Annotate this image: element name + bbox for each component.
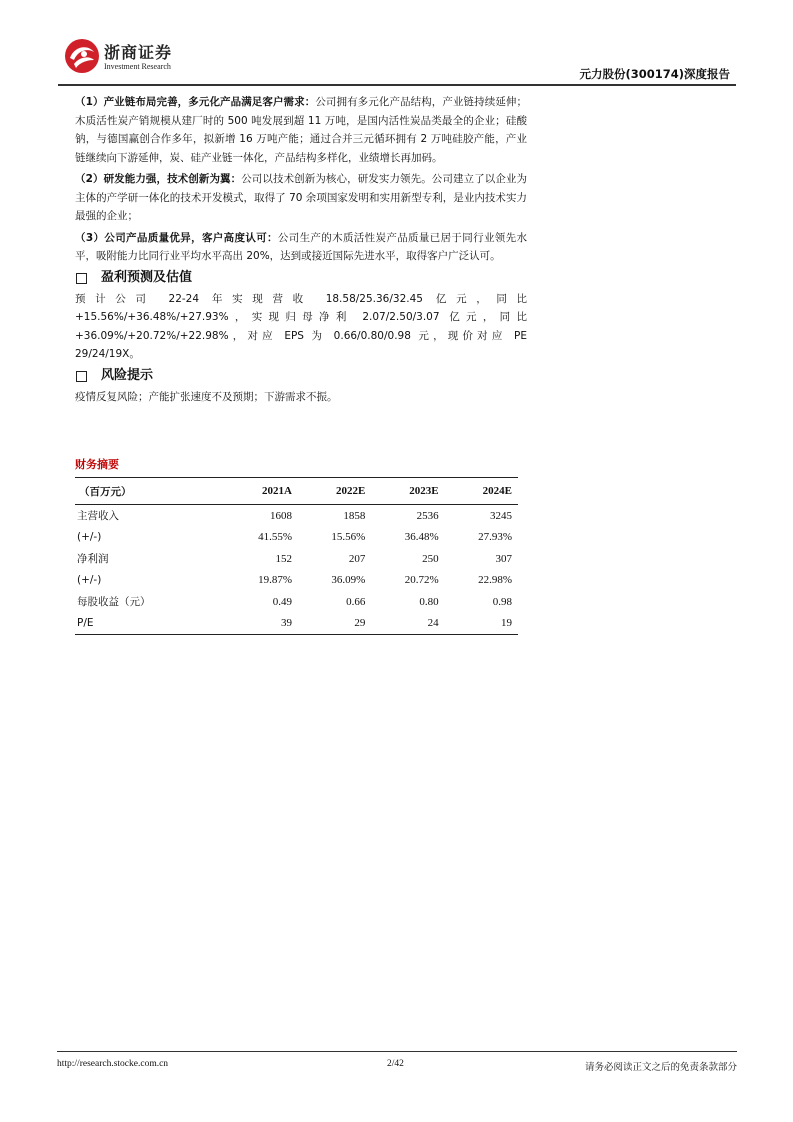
table-cell: 0.80 [419, 595, 439, 608]
table-cell: 41.55% [225, 527, 298, 549]
section-text-forecast: 预计公司 22-24 年实现营收 18.58/25.36/32.45 亿元，同比+15.56%/+36.48%/+27.93%，实现归母净利 2.07/2.50/3.07 亿元，同比+36.09%/+20.72%/+22.98%，对应 EPS 为 0.66/0.80/0.98 元，现价对应 PE 29/24/19X。 [75, 292, 527, 360]
table-cell: 36.48% [371, 527, 444, 549]
table-cell: 152 [275, 552, 292, 565]
table-cell: 2536 [416, 509, 439, 522]
main-content [75, 93, 527, 406]
highlight-paragraph-3 [75, 229, 527, 266]
row-label: (+/-) [75, 527, 225, 549]
checkbox-bullet-icon [76, 273, 87, 284]
table-cell: 250 [422, 552, 439, 565]
logo-text-cn: 浙商证券 [104, 43, 173, 62]
highlight-paragraph-2 [75, 170, 527, 226]
table-row [75, 591, 518, 613]
row-label: 净利润 [77, 553, 109, 566]
table-cell: 22.98% [445, 570, 518, 592]
table-row [75, 570, 518, 592]
column-header: （百万元） [75, 478, 225, 505]
table-cell: 24 [371, 613, 444, 635]
table-cell: 1608 [270, 509, 292, 522]
paragraph-lead: （2）研发能力强，技术创新为翼： [75, 173, 242, 185]
paragraph-text: 公司以技术创新为核心，研发实力领先。公司建立了以企业为主体的产学研一体化的技术开发模式，取得了 70 余项国家发明和实用新型专利，是业内技术实力最强的企业； [75, 173, 528, 222]
page-header [58, 34, 736, 86]
column-header: 2024E [445, 478, 518, 505]
row-label: 主营收入 [77, 510, 119, 523]
research-site-link[interactable]: http://research.stocke.com.cn [57, 1059, 169, 1069]
row-label: (+/-) [75, 570, 225, 592]
page-footer [57, 1051, 737, 1081]
footer-divider [57, 1051, 737, 1052]
table-row [75, 548, 518, 570]
table-cell: 307 [495, 552, 512, 565]
table-cell: 19 [445, 613, 518, 635]
header-divider [58, 84, 736, 86]
page-number: 2/42 [387, 1059, 404, 1069]
financial-summary-title: 财务摘要 [75, 458, 119, 471]
paragraph-lead: （3）公司产品质量优异，客户高度认可： [75, 231, 278, 244]
table-header-row [75, 478, 518, 505]
financial-summary [75, 456, 518, 635]
table-cell: 15.56% [298, 527, 371, 549]
table-row [75, 505, 518, 527]
row-label: 每股收益（元） [77, 596, 151, 609]
row-label: P/E [75, 613, 225, 635]
table-cell: 1858 [343, 509, 366, 522]
table-cell: 27.93% [445, 527, 518, 549]
table-cell: 207 [348, 552, 366, 565]
table-row [75, 527, 518, 549]
column-header: 2022E [298, 478, 371, 505]
table-cell: 19.87% [225, 570, 298, 592]
zheshang-logo-icon [64, 38, 100, 74]
section-heading-risk [75, 366, 527, 388]
table-cell: 0.66 [346, 595, 366, 608]
column-header: 2021A [225, 478, 298, 505]
paragraph-text: 公司拥有多元化产品结构，产业链持续延伸；木质活性炭产销规模从建厂时的 500 吨发展到超 11 万吨，是国内活性炭品类最全的企业；硅酸钠，与德国赢创合作多年，拟新增 16 万吨产能；通过合并三元循环拥有 2 万吨硅胶产能，产业链继续向下游延伸，炭、硅产业链一体化，产品结构多样化，业绩增长再加码。 [75, 96, 527, 164]
financial-table [75, 477, 518, 635]
section-heading-text: 风险提示 [101, 368, 154, 384]
table-cell: 20.72% [371, 570, 444, 592]
table-cell: 39 [225, 613, 298, 635]
column-header: 2023E [371, 478, 444, 505]
table-cell: 3245 [490, 509, 512, 522]
section-heading-text: 盈利预测及估值 [101, 270, 193, 286]
logo-text-en: Investment Research [104, 62, 171, 71]
disclaimer-notice: 请务必阅读正文之后的免责条款部分 [584, 1062, 737, 1073]
table-cell: 29 [298, 613, 371, 635]
section-text-risk: 疫情反复风险；产能扩张速度不及预期；下游需求不振。 [75, 390, 338, 403]
highlight-paragraph-1 [75, 93, 527, 167]
paragraph-lead: （1）产业链布局完善，多元化产品满足客户需求： [75, 96, 316, 108]
section-heading-forecast [75, 268, 527, 290]
table-row [75, 613, 518, 635]
table-cell: 0.98 [492, 595, 512, 608]
table-cell: 0.49 [272, 595, 292, 608]
table-cell: 36.09% [298, 570, 371, 592]
checkbox-bullet-icon [76, 371, 87, 382]
document-title: 元力股份(300174)深度报告 [579, 67, 730, 81]
paragraph-text: 公司生产的木质活性炭产品质量已居于同行业领先水平，吸附能力比同行业平均水平高出 20%，达到或接近国际先进水平，取得客户广泛认可。 [75, 231, 528, 262]
